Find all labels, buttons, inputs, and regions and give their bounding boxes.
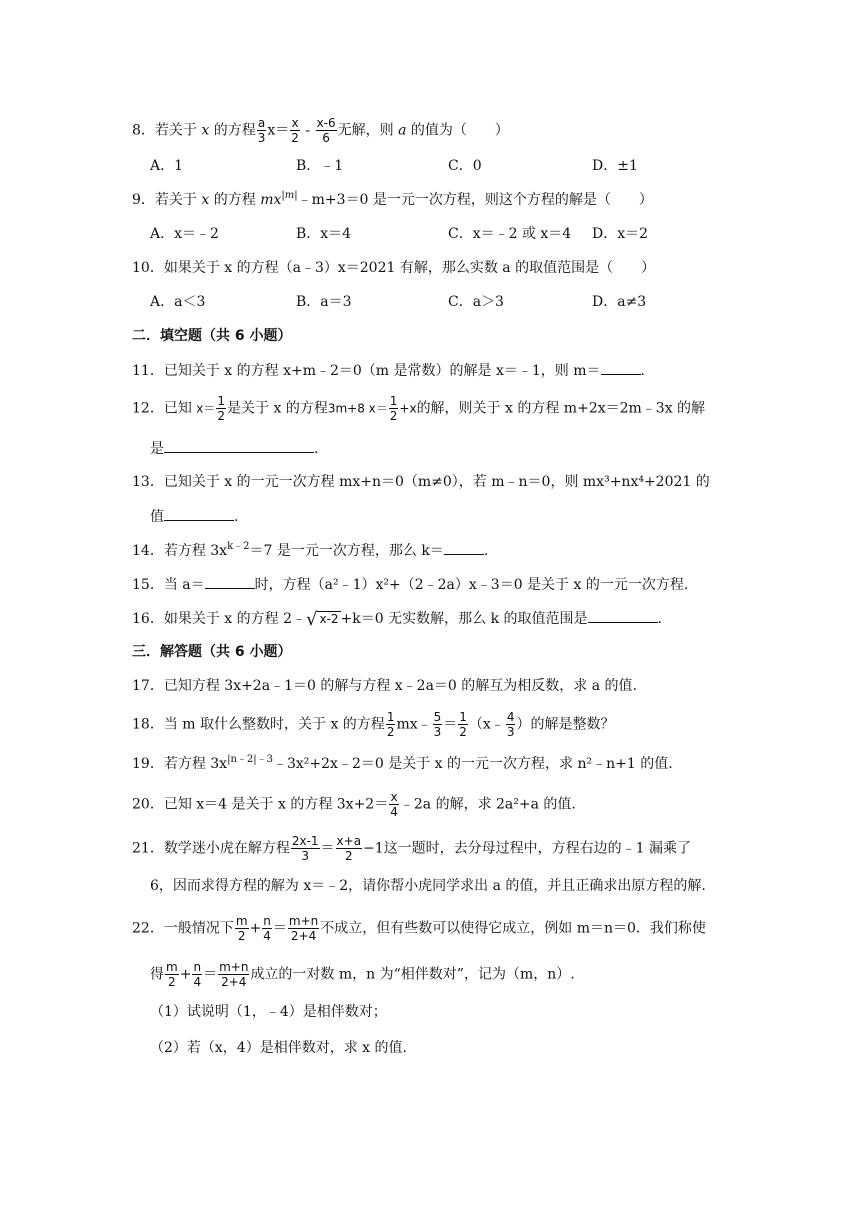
question-number: 16． [132, 611, 164, 627]
question-10 [132, 258, 655, 278]
punctuation: . [657, 611, 662, 627]
fraction [165, 960, 179, 989]
option-a: A．a＜3 [150, 294, 206, 310]
fraction-numerator: 1 [217, 394, 226, 408]
option-c: C．a＞3 [448, 294, 504, 310]
question-number: 15． [132, 577, 164, 593]
question-13 [132, 472, 710, 492]
fraction-numerator: x [390, 790, 398, 804]
question-19 [132, 754, 673, 774]
question-number: 18． [132, 716, 164, 733]
question-text: 若关于 [154, 192, 197, 208]
section-heading-fill-in: 二．填空题（共 6 小题） [132, 328, 292, 344]
question-text: 得 [150, 966, 164, 983]
question-12-continued [150, 438, 318, 459]
question-number: 22． [132, 920, 164, 937]
fraction [288, 914, 319, 943]
question-text: 的值为（ ） [410, 122, 509, 139]
question-22 [132, 914, 706, 943]
question-13-continued [150, 506, 238, 527]
question-number: 13． [132, 474, 164, 490]
punctuation: . [234, 509, 239, 525]
fraction-denominator: 2 [291, 131, 299, 145]
question-8: 8．若关于 x 的方程 $\frac{a}{3}$ x＝ $\frac{x}{2}$ - $\frac{x-6}{6}$ 无解，则 a 的值为（ ） [132, 116, 509, 145]
question-text: ﹣3x²+2x﹣2＝0 是关于 x 的一元一次方程，求 n²﹣n+1 的值. [273, 756, 673, 772]
question-text: 若方程 3x [163, 543, 228, 559]
fraction [216, 394, 226, 423]
question-21 [132, 834, 691, 863]
question-text: 是关于 x 的方程 [227, 400, 328, 417]
equation-text: mx﹣ [396, 716, 432, 733]
equals: ＝ [272, 920, 287, 937]
question-15 [132, 574, 688, 595]
question-text: 一般情况下 [163, 920, 234, 937]
question-number: 11． [132, 363, 164, 379]
fraction-denominator: 4 [390, 805, 398, 819]
question-text: 成立的一对数 m，n 为“相伴数对”，记为（m，n）. [250, 966, 575, 983]
question-18 [132, 710, 614, 739]
option-b: B．a＝3 [296, 294, 352, 310]
question-text: 的方程 [213, 192, 256, 208]
question-text: 不成立，但有些数可以使得它成立，例如 m＝n＝0．我们称使 [320, 920, 706, 937]
question-text: 的方程 [213, 122, 256, 139]
fraction [336, 834, 363, 863]
question-text: +k＝0 无实数解，那么 k 的取值范围是 [340, 611, 588, 627]
minus: - [300, 122, 315, 139]
equation-text: −1 [363, 840, 384, 857]
fraction [291, 834, 320, 863]
question-text: 已知关于 x 的方程 x+m﹣2＝0（m 是常数）的解是 x＝﹣1，则 m＝ [163, 363, 601, 379]
fraction-denominator: 2+4 [221, 975, 247, 989]
answer-blank [444, 540, 484, 555]
fraction [192, 960, 202, 989]
fraction-numerator: m+n [288, 914, 319, 928]
question-number: 8． [132, 122, 155, 139]
fraction [235, 914, 249, 943]
equation-text: +x [399, 401, 417, 416]
sub-question-2: （2）若（x，4）是相伴数对，求 x 的值. [150, 1040, 407, 1056]
question-text: ）的解是整数？ [516, 716, 615, 733]
question-text: 已知 x＝4 是关于 x 的方程 3x+2＝ [163, 796, 389, 813]
fraction-denominator: 2 [237, 929, 246, 943]
question-text: 的解，则关于 x 的方程 m+2x＝2m﹣3x 的解 [416, 400, 706, 417]
question-number: 21． [132, 840, 164, 857]
option-c: C．x＝﹣2 或 x＝4 [448, 226, 572, 242]
fraction-denominator: 2 [168, 975, 176, 989]
fraction-denominator: 3 [433, 725, 442, 739]
question-text: 已知方程 3x+2a﹣1＝0 的解与方程 x﹣2a＝0 的解互为相反数，求 a 的值. [163, 678, 637, 694]
question-number: 14． [132, 543, 164, 559]
equals: ＝ [203, 966, 218, 983]
plus: + [249, 920, 262, 937]
fraction-numerator: m [166, 960, 178, 974]
question-text: 是 [150, 441, 164, 457]
question-number: 19． [132, 756, 164, 772]
option-b: B．x＝4 [296, 226, 352, 242]
fraction-denominator: 4 [193, 975, 202, 989]
fraction-denominator: 2 [389, 409, 398, 423]
fraction-denominator: 2 [344, 849, 353, 863]
fraction-numerator: x-6 [316, 116, 336, 130]
option-d: D．x＝2 [592, 226, 649, 242]
fraction-numerator: 4 [506, 710, 515, 724]
question-number: 12． [132, 400, 164, 417]
fraction-numerator: 5 [433, 710, 442, 724]
question-22-continued [150, 960, 575, 989]
fraction-denominator: 2+4 [290, 929, 317, 943]
fraction-numerator: m [235, 914, 248, 928]
question-text: ﹣m+3＝0 是一元一次方程，则这个方程的解是（ ） [297, 192, 653, 208]
option-d: D．±1 [592, 158, 638, 174]
question-text: ﹣2a 的解，求 2a²+a 的值. [399, 796, 576, 813]
question-text: 已知 [163, 400, 192, 417]
equation-text: 3m+8 x＝ [327, 401, 388, 416]
punctuation: . [640, 363, 645, 379]
fraction-denominator: 4 [263, 929, 271, 943]
fraction-denominator: 3 [301, 849, 309, 863]
question-text: 已知关于 x 的一元一次方程 mx+n＝0（m≠0），若 m﹣n＝0，则 mx³+nx⁴+2021 的 [163, 474, 710, 490]
question-text: 时，方程（a²﹣1）x²+（2﹣2a）x﹣3＝0 是关于 x 的一元一次方程. [254, 577, 689, 593]
question-text: 若方程 3x [163, 756, 228, 772]
question-16 [132, 608, 662, 630]
question-9: 9．若关于 x 的方程 $mx^{|m|}﹣m+3=0$ 是一元一次方程，则这个方程的解是（ ） [132, 190, 653, 208]
question-text: 值 [150, 509, 164, 525]
equation-text: x＝ [196, 401, 216, 416]
question-number: 10． [132, 260, 164, 276]
fraction-denominator: 3 [257, 131, 266, 145]
section-heading-solve: 三．解答题（共 6 小题） [132, 644, 292, 660]
fraction-numerator: 2x-1 [291, 834, 319, 848]
option-c: C．0 [448, 158, 482, 174]
question-17 [132, 676, 637, 696]
fraction [433, 710, 443, 739]
question-14 [132, 540, 488, 561]
question-text: ＝7 是一元一次方程，那么 k＝ [249, 543, 444, 559]
question-text: 无解，则 [337, 122, 394, 139]
fraction [218, 960, 249, 989]
fraction [316, 116, 337, 145]
exponent: k﹣2 [227, 541, 250, 552]
equals: ＝ [320, 840, 335, 857]
question-text: 如果关于 x 的方程（a﹣3）x＝2021 有解，那么实数 a 的取值范围是（ ） [163, 260, 656, 276]
question-text: 如果关于 x 的方程 2﹣ [163, 611, 306, 627]
fraction [262, 914, 272, 943]
question-text: 这一题时，去分母过程中，方程右边的﹣1 漏乘了 [383, 840, 692, 857]
punctuation: . [314, 441, 319, 457]
answer-blank [601, 360, 641, 375]
radicand: x-2 [319, 611, 339, 626]
question-text: 若关于 [154, 122, 197, 139]
question-12 [132, 394, 705, 423]
fraction-numerator: n [193, 960, 202, 974]
option-b: B．﹣1 [296, 158, 344, 174]
punctuation: . [483, 543, 489, 559]
plus: + [179, 966, 192, 983]
fraction [458, 710, 468, 739]
fraction [389, 790, 399, 819]
fraction-numerator: m+n [219, 960, 249, 974]
question-number: 9． [132, 192, 155, 208]
option-a: A．x＝﹣2 [150, 226, 219, 242]
fraction [386, 710, 396, 739]
fraction-denominator: 3 [506, 725, 515, 739]
fraction-denominator: 2 [459, 725, 467, 739]
fraction-denominator: 2 [386, 725, 395, 739]
answer-blank [164, 438, 314, 453]
equals: ＝ [443, 716, 458, 733]
answer-blank [205, 574, 255, 589]
question-text: 数学迷小虎在解方程 [163, 840, 290, 857]
square-root [306, 609, 341, 630]
fraction-numerator: x [291, 116, 299, 130]
question-11 [132, 360, 645, 381]
answer-blank [164, 506, 234, 521]
option-d: D．a≠3 [592, 294, 647, 310]
question-20 [132, 790, 576, 819]
fraction-numerator: 1 [389, 394, 398, 408]
sub-question-1: （1）试说明（1，﹣4）是相伴数对； [150, 1004, 387, 1020]
fraction-numerator: a [257, 116, 266, 130]
question-21-continued: 6，因而求得方程的解为 x＝﹣2，请你帮小虎同学求出 a 的值，并且正确求出原方程的解. [150, 878, 706, 894]
fraction-numerator: 1 [459, 710, 467, 724]
equals: x＝ [267, 122, 290, 139]
radical-sign: √ [305, 608, 318, 630]
fraction [506, 710, 516, 739]
equation-text: （x﹣ [468, 716, 505, 733]
question-number: 17． [132, 678, 164, 694]
question-number: 20． [132, 796, 164, 813]
fraction-numerator: n [263, 914, 271, 928]
exponent: |n﹣2|﹣3 [227, 754, 273, 765]
fraction-denominator: 6 [322, 131, 330, 145]
answer-blank [588, 608, 658, 623]
fraction [290, 116, 300, 145]
fraction [389, 394, 399, 423]
option-a: A．1 [150, 158, 184, 174]
fraction-numerator: x+a [336, 834, 362, 848]
question-text: 当 a＝ [163, 577, 205, 593]
fraction [257, 116, 267, 145]
question-text: 当 m 取什么整数时，关于 x 的方程 [163, 716, 385, 733]
fraction-numerator: 1 [386, 710, 395, 724]
fraction-denominator: 2 [217, 409, 226, 423]
